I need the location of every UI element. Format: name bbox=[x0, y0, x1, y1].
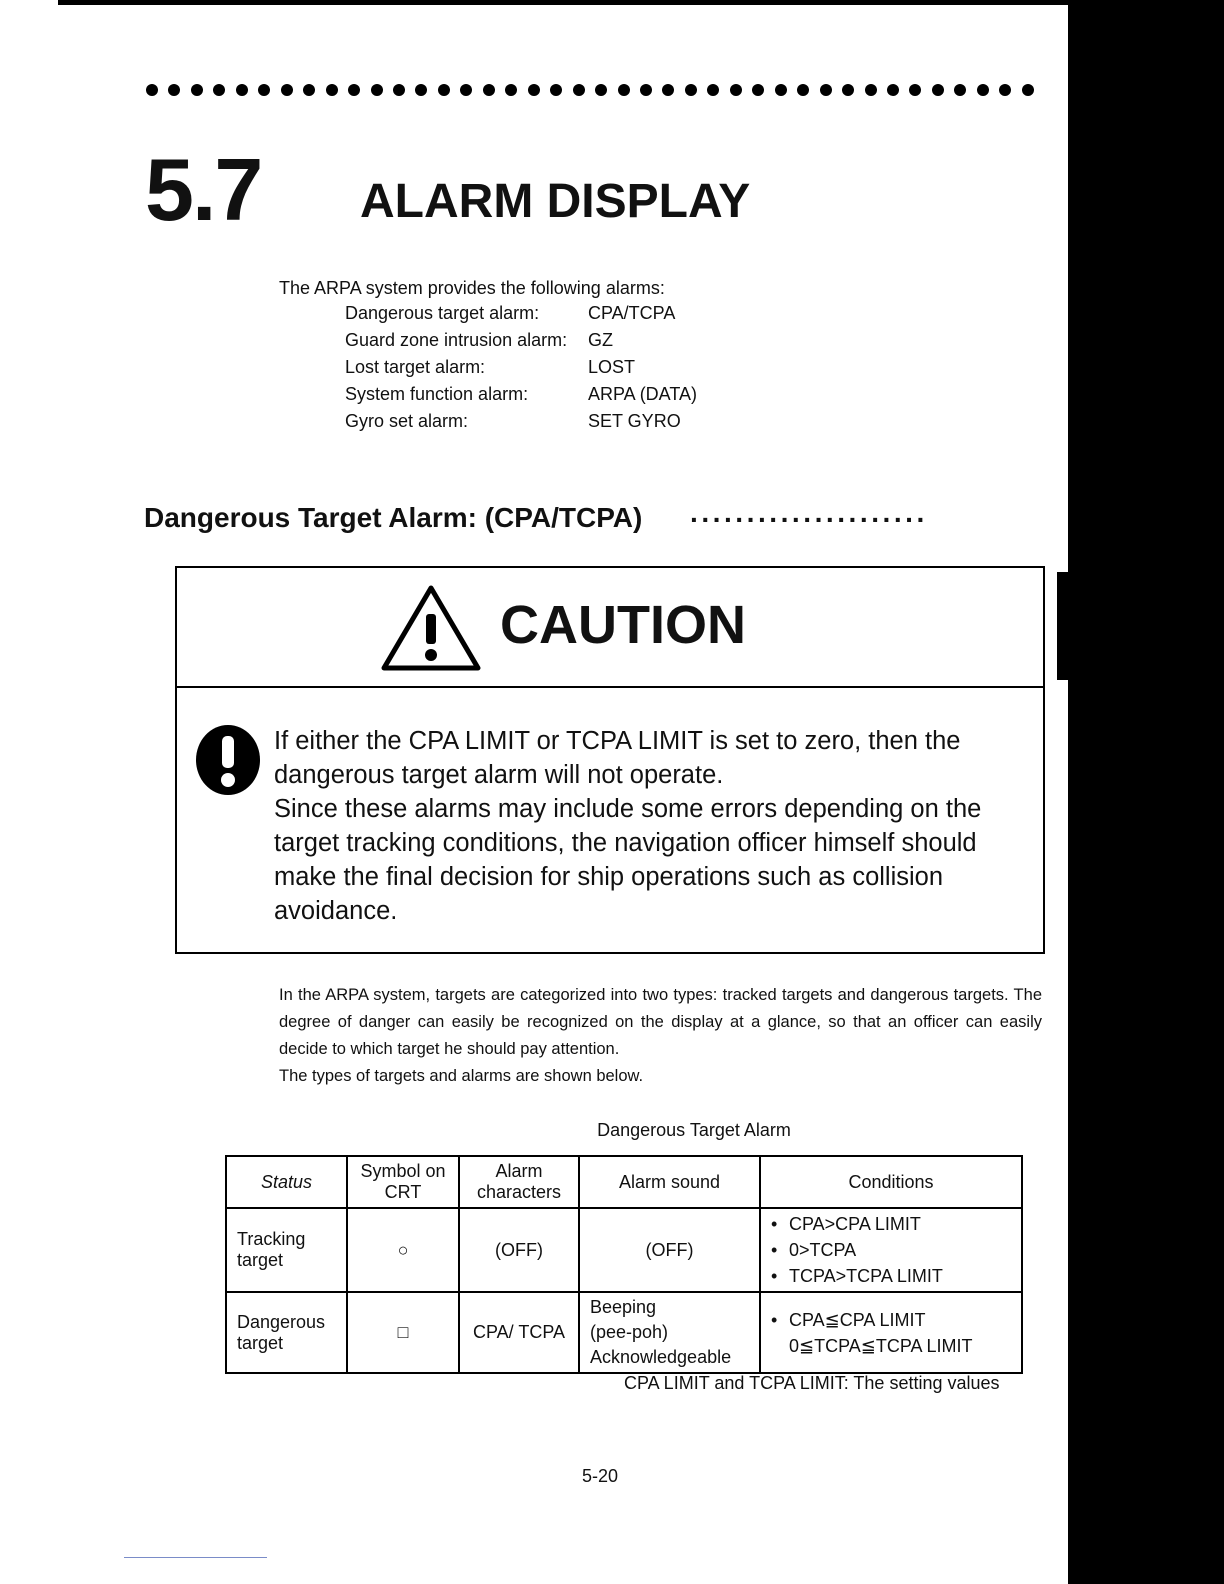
rule-dot bbox=[258, 84, 270, 96]
rule-dot bbox=[1022, 84, 1034, 96]
table-note: CPA LIMIT and TCPA LIMIT: The setting values bbox=[624, 1373, 1000, 1393]
rule-dot bbox=[707, 84, 719, 96]
sound-line: (pee-poh) bbox=[590, 1322, 669, 1342]
rule-dot bbox=[460, 84, 472, 96]
rule-dot bbox=[348, 84, 360, 96]
condition-item-continued bbox=[771, 1333, 1011, 1359]
cell-symbol: ○ bbox=[347, 1208, 459, 1292]
alarm-name: Gyro set alarm: bbox=[345, 411, 469, 431]
chapter-thumb-tab bbox=[1057, 572, 1071, 680]
footer-line bbox=[124, 1557, 267, 1558]
rule-dot bbox=[887, 84, 899, 96]
rule-dot bbox=[909, 84, 921, 96]
sound-line: Acknowledgeable bbox=[590, 1347, 732, 1367]
rule-dot bbox=[483, 84, 495, 96]
section-number: 5.7 bbox=[145, 140, 262, 239]
rule-dot bbox=[550, 84, 562, 96]
rule-dot bbox=[213, 84, 225, 96]
cell-conditions bbox=[760, 1208, 1022, 1292]
header-conditions: Conditions bbox=[760, 1156, 1022, 1208]
rule-dot bbox=[977, 84, 989, 96]
rule-dot bbox=[146, 84, 158, 96]
alarm-name: Dangerous target alarm: bbox=[345, 303, 540, 323]
sound-line: Beeping bbox=[590, 1297, 657, 1317]
caution-title: CAUTION bbox=[500, 595, 746, 655]
rule-dot bbox=[595, 84, 607, 96]
caution-box bbox=[175, 566, 1045, 954]
warning-triangle-icon bbox=[381, 584, 481, 672]
body-text bbox=[279, 982, 1042, 1090]
subheading: Dangerous Target Alarm: (CPA/TCPA) bbox=[144, 502, 643, 533]
rule-dot bbox=[438, 84, 450, 96]
rule-dot bbox=[573, 84, 585, 96]
conditions-list bbox=[771, 1307, 1011, 1359]
rule-dot bbox=[954, 84, 966, 96]
table-row bbox=[226, 1292, 1022, 1373]
alarm-row bbox=[345, 327, 697, 354]
alarm-code: ARPA (DATA) bbox=[588, 384, 698, 404]
alarm-table bbox=[225, 1155, 1023, 1374]
rule-dot bbox=[393, 84, 405, 96]
condition-item: • TCPA>TCPA LIMIT bbox=[771, 1263, 1011, 1289]
dotted-rule bbox=[146, 80, 1034, 100]
cell-status: Tracking target bbox=[226, 1208, 347, 1292]
header-symbol: Symbol on CRT bbox=[347, 1156, 459, 1208]
alarm-list bbox=[345, 300, 697, 435]
rule-dot bbox=[797, 84, 809, 96]
rule-dot bbox=[820, 84, 832, 96]
section-title: ALARM DISPLAY bbox=[360, 175, 751, 228]
alarm-name: Guard zone intrusion alarm: bbox=[345, 330, 568, 350]
alarm-row bbox=[345, 408, 697, 435]
page-number: 5-20 bbox=[581, 1466, 619, 1486]
caution-header bbox=[177, 568, 1043, 688]
caution-text bbox=[274, 724, 1034, 928]
alarm-row bbox=[345, 300, 697, 327]
alarm-code: SET GYRO bbox=[588, 411, 681, 431]
rule-dot bbox=[528, 84, 540, 96]
rule-dot bbox=[191, 84, 203, 96]
caution-paragraph: Since these alarms may include some errors depending on the target tracking conditions, the navigation officer himself should make the final decision for ship operations such as collision avoidance. bbox=[274, 795, 982, 925]
conditions-list bbox=[771, 1211, 1011, 1289]
scan-edge-shadow bbox=[1068, 0, 1224, 1584]
top-border-bar bbox=[58, 0, 1070, 5]
body-paragraph: The types of targets and alarms are shown below. bbox=[279, 1067, 644, 1085]
alarm-code: LOST bbox=[588, 357, 636, 377]
table-header-row bbox=[226, 1156, 1022, 1208]
rule-dot bbox=[281, 84, 293, 96]
alarm-row bbox=[345, 381, 697, 408]
table-row bbox=[226, 1208, 1022, 1292]
rule-dot bbox=[730, 84, 742, 96]
rule-dot bbox=[775, 84, 787, 96]
exclamation-circle-icon bbox=[195, 724, 261, 796]
header-chars: Alarm characters bbox=[459, 1156, 579, 1208]
rule-dot bbox=[842, 84, 854, 96]
rule-dot bbox=[618, 84, 630, 96]
rule-dot bbox=[752, 84, 764, 96]
alarm-row bbox=[345, 354, 697, 381]
condition-item: • CPA>CPA LIMIT bbox=[771, 1211, 1011, 1237]
cell-status: Dangerous target bbox=[226, 1292, 347, 1373]
rule-dot bbox=[168, 84, 180, 96]
caution-paragraph: If either the CPA LIMIT or TCPA LIMIT is set to zero, then the dangerous target alarm will not operate. bbox=[274, 727, 961, 789]
cell-symbol: □ bbox=[347, 1292, 459, 1373]
rule-dot bbox=[303, 84, 315, 96]
rule-dot bbox=[505, 84, 517, 96]
rule-dot bbox=[999, 84, 1011, 96]
rule-dot bbox=[685, 84, 697, 96]
cell-conditions bbox=[760, 1292, 1022, 1373]
table-caption: Dangerous Target Alarm bbox=[597, 1120, 791, 1140]
rule-dot bbox=[865, 84, 877, 96]
rule-dot bbox=[326, 84, 338, 96]
rule-dot bbox=[932, 84, 944, 96]
header-status: Status bbox=[226, 1156, 347, 1208]
rule-dot bbox=[371, 84, 383, 96]
rule-dot bbox=[662, 84, 674, 96]
alarm-name: Lost target alarm: bbox=[345, 357, 486, 377]
cell-sound bbox=[579, 1292, 760, 1373]
cell-sound: (OFF) bbox=[579, 1208, 760, 1292]
subheading-leader: ····················· bbox=[690, 504, 928, 535]
cell-chars: CPA/ TCPA bbox=[459, 1292, 579, 1373]
header-sound: Alarm sound bbox=[579, 1156, 760, 1208]
cell-chars: (OFF) bbox=[459, 1208, 579, 1292]
rule-dot bbox=[415, 84, 427, 96]
rule-dot bbox=[236, 84, 248, 96]
rule-dot bbox=[640, 84, 652, 96]
alarm-code: CPA/TCPA bbox=[588, 303, 676, 323]
condition-item: • 0>TCPA bbox=[771, 1237, 1011, 1263]
intro-text: The ARPA system provides the following alarms: bbox=[279, 278, 665, 298]
alarm-code: GZ bbox=[588, 330, 613, 350]
alarm-name: System function alarm: bbox=[345, 384, 529, 404]
condition-item: • CPA≦CPA LIMIT bbox=[771, 1307, 1011, 1333]
condition-text: 0≦TCPA≦TCPA LIMIT bbox=[789, 1335, 973, 1356]
body-paragraph: In the ARPA system, targets are categorized into two types: tracked targets and dangerous targets. The degree of danger can easily be recognized on the display at a glance, so that an officer can easily decide to which target he should pay attention. bbox=[279, 986, 1042, 1058]
